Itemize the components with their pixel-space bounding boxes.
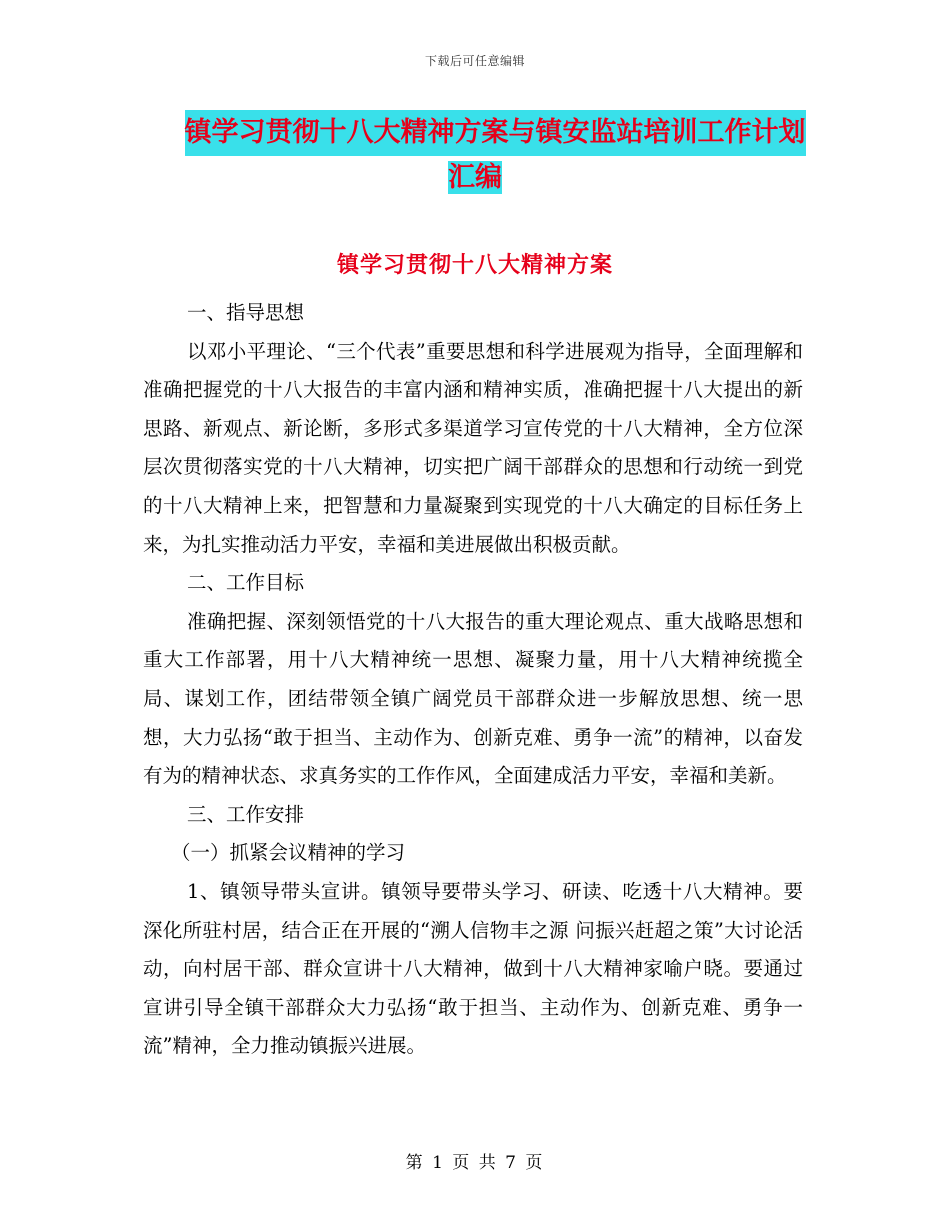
heading-work-goals: 二、工作目标 xyxy=(187,571,305,595)
document-body xyxy=(143,294,803,1066)
section-title: 镇学习贯彻十八大精神方案 xyxy=(336,252,613,278)
page-number: 第 1 页 共 7 页 xyxy=(405,1153,545,1173)
heading-work-arrangement: 三、工作安排 xyxy=(187,802,305,826)
paragraph-guiding-ideology: 以邓小平理论、“三个代表”重要思想和科学进展观为指导，全面理解和准确把握党的十八大报告的丰富内涵和精神实质，准确把握十八大提出的新思路、新观点、新论断，多形式多渠道学习宣传党的十八大精神，全方位深层次贯彻落实党的十八大精神，切实把广阔干部群众的思想和行动统一到党的十八大精神上来，把智慧和力量凝聚到实现党的十八大确定的目标任务上来，为扎实推动活力平安，幸福和美进展做出积极贡献。 xyxy=(143,339,803,556)
paragraph-leader-lecture: 1、镇领导带头宣讲。镇领导要带头学习、研读、吃透十八大精神。要深化所驻村居，结合正在开展的“溯人信物丰之源 问振兴赶超之策”大讨论活动，向村居干部、群众宣讲十八大精神，做到十八大精神家喻户晓。要通过宣讲引导全镇干部群众大力弘扬“敢于担当、主动作为、创新克难、勇争一流”精神，全力推动镇振兴进展。 xyxy=(143,879,803,1058)
header-note: 下载后可任意编辑 xyxy=(424,54,525,68)
heading-guiding-ideology: 一、指导思想 xyxy=(187,301,305,324)
document-title xyxy=(0,110,950,200)
paragraph-work-goals: 准确把握、深刻领悟党的十八大报告的重大理论观点、重大战略思想和重大工作部署，用十八大精神统一思想、凝聚力量，用十八大精神统揽全局、谋划工作，团结带领全镇广阔党员干部群众进一步解放思想、统一思想，大力弘扬“敢于担当、主动作为、创新克难、勇争一流”的精神，以奋发有为的精神状态、求真务实的工作作风，全面建成活力平安，幸福和美新。 xyxy=(143,609,803,788)
subheading-meeting-study: （一）抓紧会议精神的学习 xyxy=(171,841,406,865)
document-title-line-1: 镇学习贯彻十八大精神方案与镇安监站培训工作计划 xyxy=(185,110,806,156)
document-title-line-2: 汇编 xyxy=(448,162,502,193)
